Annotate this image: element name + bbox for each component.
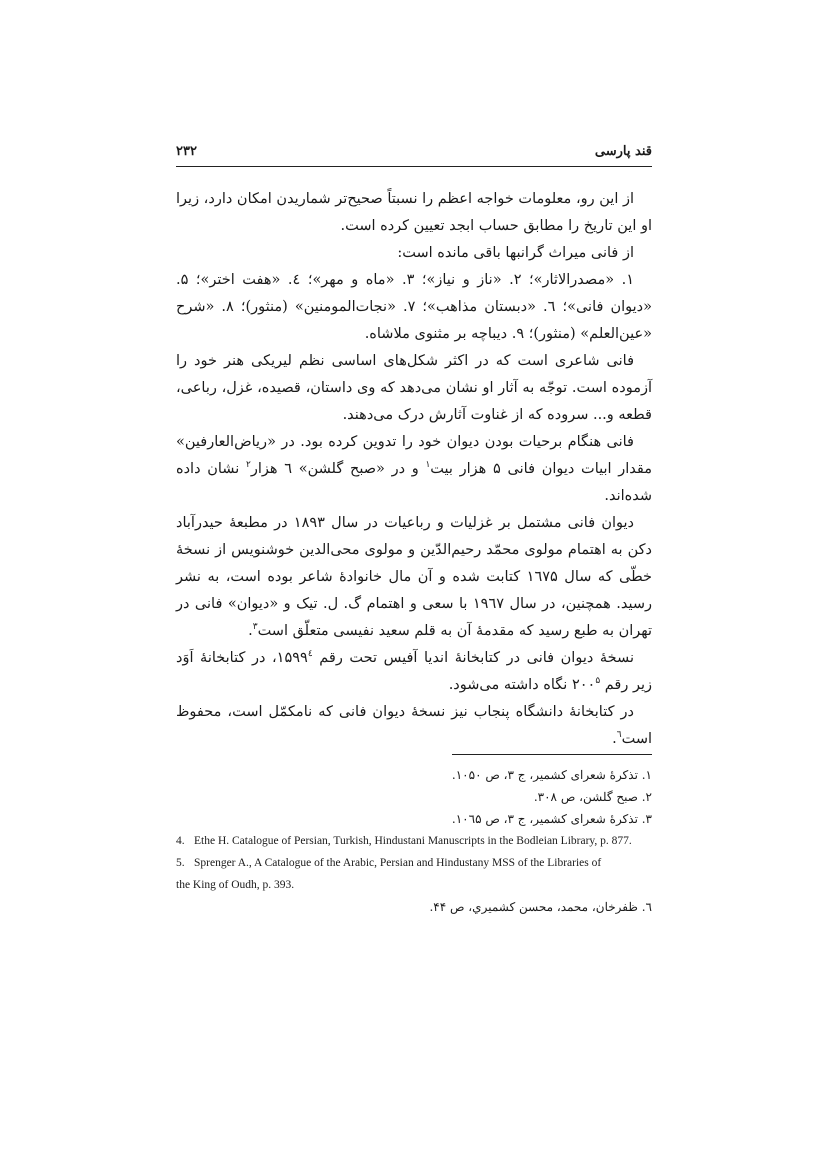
footnote-ref: ۲ — [245, 460, 251, 471]
paragraph: فانی شاعری است که در اکثر شکل‌های اساسی نظم لیریکی هنر خود را آزموده است. توجّه به آثار او نشان می‌دهد که وی داستان، قصیده، غزل، رباعی، قطعه و... سروده که از غناوت آثارش درک می‌دهند. — [176, 353, 652, 423]
paragraph: در کتابخانهٔ دانشگاه پنجاب نیز نسخهٔ دیوان فانی که نامکمّل است، محفوظ است$^٦$. — [176, 704, 652, 747]
paragraph: از این رو، معلومات خواجه اعظم را نسبتاً صحیح‌تر شماریدن امکان دارد، زیرا او این تاریخ را مطابق حساب ابجد تعیین کرده است. — [176, 191, 652, 234]
paragraph: نسخهٔ دیوان فانی در کتابخانهٔ اندیا آفیس تحت رقم ۱۵۹۹$^٤$، در کتابخانهٔ اَوَد زیر رقم $۲۰۰^۵$ نگاه داشته می‌شود. — [176, 649, 652, 693]
footnote-divider — [452, 754, 652, 755]
footnotes — [176, 764, 652, 918]
footnote-ref: ۵ — [595, 676, 601, 687]
footnote-5-continued: the King of Oudh, p. 393. — [176, 879, 295, 891]
footnote-6: ٦. ظفرخان، محمد، محسن کشمیري، ص ۴۴. — [429, 900, 652, 914]
journal-title: قند پارسی — [594, 144, 652, 159]
footnote-ref: ٦ — [616, 730, 622, 741]
running-header — [176, 144, 652, 167]
works-list: ۱. «مصدرالاثار»؛ ۲. «ناز و نیاز»؛ ۳. «ماه و مهر»؛ ٤. «هفت اختر»؛ ۵. «دیوان فانی»؛ ٦. «دبستان مذاهب»؛ ۷. «نجات‌المومنین» (منثور)؛ ۸. «شرح «عین‌العلم» (منثور)؛ ۹. دیباچه بر مثنوی ملاشاه. — [176, 272, 653, 342]
page-number: ۲۳۲ — [176, 144, 197, 159]
footnote-1: ۱. تذکرهٔ شعرای کشمیر، ج ۳، ص ۱۰۵۰. — [451, 768, 652, 782]
footnote-ref: ٤ — [307, 649, 313, 660]
footnote-3: ۳. تذکرهٔ شعرای کشمیر، ج ۳، ص ۱۰٦۵. — [451, 812, 652, 826]
paragraph: دیوان فانی مشتمل بر غزلیات و رباعیات در سال ۱۸۹۳ در مطبعهٔ حیدرآباد دکن به اهتمام مولوی محمّد رحیم‌الدّین و مولوی محی‌الدین خوشنویس از نسخهٔ خطّی که سال ۱٦۷۵ کتابت شده و آن مال خانوادهٔ شاعر بوده است، به نشر رسید. همچنین، در سال ۱۹٦۷ با سعی و اهتمام گ. ل. تیک و «دیوان» فانی در تهران به طبع رسید که مقدمهٔ آن به قلم سعید نفیسی متعلّق است$^۳$. — [176, 515, 653, 639]
footnote-ref: ۱ — [425, 460, 431, 471]
footnote-2: ۲. صبح گلشن، ص ۳۰۸. — [533, 790, 652, 804]
main-text — [176, 186, 652, 753]
footnote-ref: ۳ — [252, 622, 258, 633]
footnote-4: 4. Ethe H. Catalogue of Persian, Turkish, Hindustani Manuscripts in the Bodleian Library, p. 877. — [176, 835, 632, 847]
paragraph: فانی هنگام برحیات بودن دیوان خود را تدوین کرده بود. در «ریاض‌العارفین» مقدار ابیات دیوان فانی ۵ هزار بیت$^۱$ و در «صبح گلشن» ٦ هزار$^۲$ نشان داده شده‌اند. — [176, 434, 653, 504]
footnote-5: 5. Sprenger A., A Catalogue of the Arabic, Persian and Hindustany MSS of the Libraries of — [176, 857, 602, 869]
paragraph: از فانی میراث گرانبها باقی مانده است: — [397, 245, 634, 261]
